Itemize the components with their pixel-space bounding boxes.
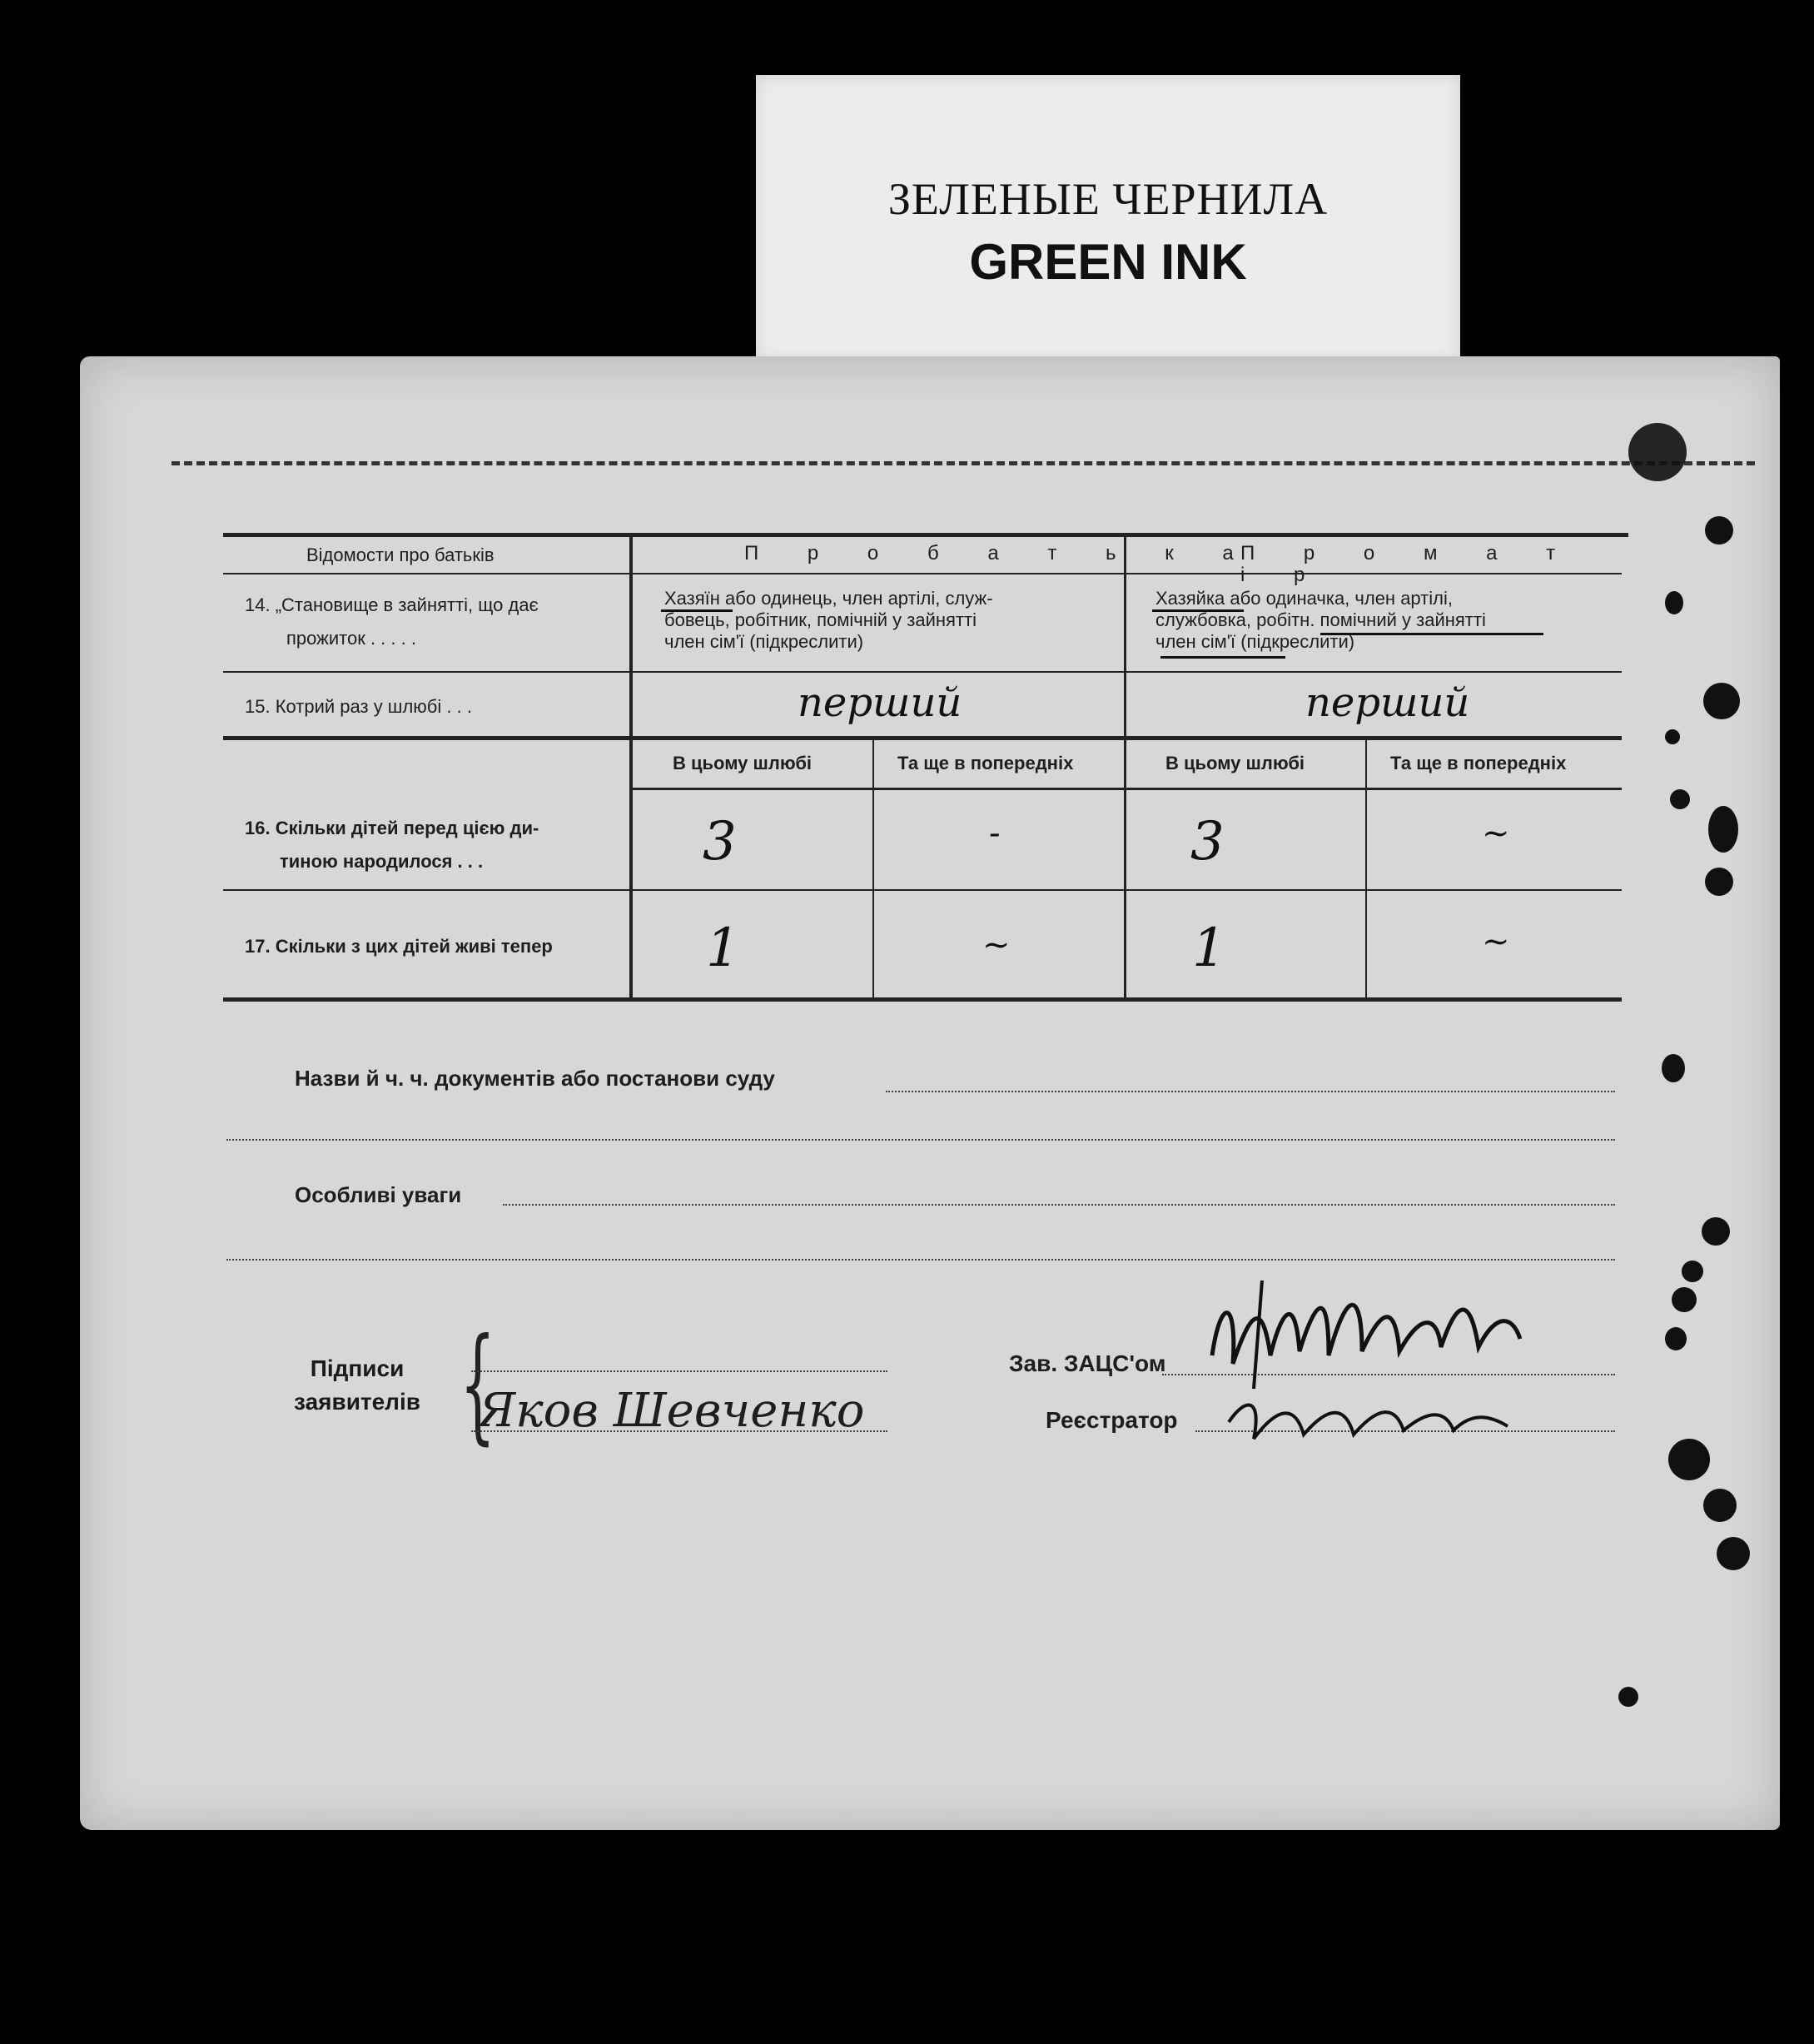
applicants-signatures-label <box>278 1352 436 1419</box>
subheader-mother-previous: Та ще в попередніх <box>1390 753 1567 773</box>
punch-hole <box>1665 729 1680 744</box>
row14-mother-line3: член сім'ї (підкреслити) <box>1155 631 1355 652</box>
row17-label: 17. Скільки з цих дітей живі тепер <box>245 936 553 957</box>
header-about-father: П р о б а т ь к а <box>744 542 1255 564</box>
documents-dotted-line-2 <box>226 1139 1615 1141</box>
punch-hole <box>1682 1261 1703 1282</box>
punch-hole <box>1665 1327 1687 1350</box>
applicant-signature-line-1 <box>471 1370 887 1372</box>
subheader-father-previous: Та ще в попередніх <box>897 753 1074 773</box>
punch-hole <box>1703 1489 1737 1522</box>
row17-mother-this: 1 <box>1192 918 1226 979</box>
row17-mother-prev: ~ <box>1482 923 1510 961</box>
row16-label-line1: 16. Скільки дітей перед цією ди- <box>245 818 539 838</box>
row14-label-line1: 14. „Становище в зайнятті, що дає <box>245 594 539 615</box>
row16-mother-this: 3 <box>1190 811 1225 873</box>
notes-dotted-line <box>503 1204 1615 1206</box>
row16-father-prev: - <box>989 814 1001 853</box>
table-rule <box>223 997 1622 1002</box>
table-rule <box>1124 535 1126 1001</box>
row14-father-line2: бовець, робітник, помічній у зайнятті <box>664 609 977 630</box>
underline-mark <box>1152 609 1244 612</box>
row15-father-value: перший <box>798 679 962 726</box>
header-parents-info: Відомости про батьків <box>306 545 495 565</box>
punch-hole <box>1705 868 1733 896</box>
punch-hole <box>1668 1439 1710 1480</box>
row16-label-line2: тиною народилося . . . <box>280 851 484 872</box>
row16-mother-prev: ~ <box>1482 814 1510 853</box>
documents-label: Назви й ч. ч. документів або постанови суду <box>295 1066 775 1091</box>
slip-text-english: GREEN INK <box>969 234 1247 290</box>
punch-hole <box>1628 423 1687 481</box>
row17-father-prev: ~ <box>982 926 1011 964</box>
row15-label: 15. Котрий раз у шлюбі . . . <box>245 696 472 717</box>
punch-hole <box>1672 1287 1697 1312</box>
row15-mother-value: перший <box>1305 679 1470 726</box>
table-rule <box>223 889 1622 891</box>
underline-mark <box>1160 656 1285 659</box>
underline-mark <box>1320 633 1543 635</box>
table-rule <box>223 533 1628 537</box>
subheader-mother-this-marriage: В цьому шлюбі <box>1165 753 1305 773</box>
perforation-line <box>171 461 1755 465</box>
applicants-label-line2: заявителів <box>294 1389 420 1415</box>
table-rule <box>872 738 874 1001</box>
zags-head-label: Зав. ЗАЦС'ом <box>1009 1350 1166 1376</box>
registrar-label: Реєстратор <box>1046 1407 1178 1433</box>
applicant-signature: Яков Шевченко <box>478 1384 865 1438</box>
punch-hole <box>1618 1687 1638 1707</box>
punch-hole <box>1705 516 1733 545</box>
notes-dotted-line-2 <box>226 1259 1615 1261</box>
header-about-mother: П р о м а т і р <box>1240 542 1578 586</box>
parents-info-table <box>223 533 1622 999</box>
table-rule <box>629 535 633 1001</box>
documents-dotted-line <box>886 1091 1615 1092</box>
row17-father-this: 1 <box>706 918 740 979</box>
punch-hole <box>1665 591 1683 614</box>
table-rule <box>631 788 1622 790</box>
row14-mother-line2: службовка, робітн. помічний у зайнятті <box>1155 609 1486 630</box>
row16-father-this: 3 <box>703 811 737 873</box>
subheader-father-this-marriage: В цьому шлюбі <box>673 753 813 773</box>
punch-hole <box>1670 789 1690 809</box>
row14-father-line1: Хазяїн або одинець, член артілі, служ- <box>664 588 993 609</box>
punch-hole <box>1662 1054 1685 1082</box>
zags-head-signature <box>1204 1264 1553 1405</box>
punch-hole <box>1717 1537 1750 1570</box>
notes-label: Особливі уваги <box>295 1182 462 1207</box>
table-rule <box>223 671 1622 673</box>
registrar-signature <box>1220 1389 1520 1455</box>
signature-brace: { <box>460 1312 496 1457</box>
punch-hole <box>1708 806 1738 853</box>
ink-note-slip <box>756 75 1460 362</box>
punch-hole <box>1702 1217 1730 1246</box>
row14-label-line2: прожиток . . . . . <box>286 628 416 649</box>
row14-mother-line1: Хазяйка або одиначка, член артілі, <box>1155 588 1453 609</box>
applicants-label-line1: Підписи <box>310 1355 405 1381</box>
slip-text-russian: ЗЕЛЕНЫЕ ЧЕРНИЛА <box>887 174 1329 224</box>
table-rule <box>223 736 1622 740</box>
row14-father-line3: член сім'ї (підкреслити) <box>664 631 864 652</box>
punch-hole <box>1703 683 1740 719</box>
underline-mark <box>661 609 733 612</box>
table-rule <box>1365 738 1367 1001</box>
registration-form-sheet <box>80 356 1780 1830</box>
